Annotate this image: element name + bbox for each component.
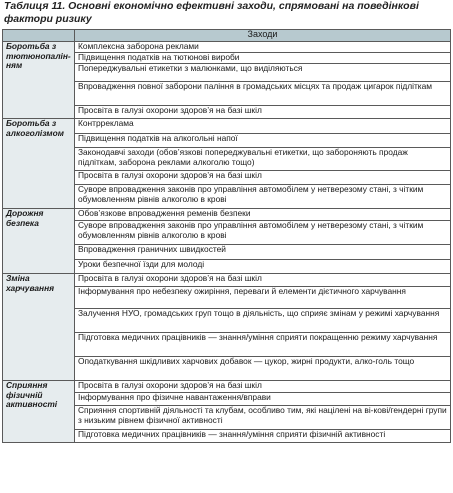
header-measures: Заходи xyxy=(75,30,451,42)
header-empty-cell xyxy=(3,30,75,42)
measure-cell: Оподаткування шкідливих харчових добавок — цукор, жирні продукти, алко-голь тощо xyxy=(75,357,451,381)
category-physical-activity: Сприяння фізичній активності xyxy=(3,381,75,443)
measure-cell: Просвіта в галузі охорони здоров’я на базі шкіл xyxy=(75,106,451,119)
measure-cell: Просвіта в галузі охорони здоров’я на базі шкіл xyxy=(75,274,451,287)
measure-cell: Сприяння спортивній діяльності та клубам, особливо тим, які націлені на ві-кові/гендерні групи з низьким рівнем фізичної активності xyxy=(75,406,451,430)
table-header-row xyxy=(3,30,451,42)
table-row xyxy=(3,119,451,134)
measure-cell: Законодавчі заходи (обов’язкові попереджувальні етикетки, що забороняють продаж підліткам, заборона реклами алкоголю тощо) xyxy=(75,148,451,171)
measure-cell: Інформування про фізичне навантаження/вправи xyxy=(75,393,451,406)
table-row xyxy=(3,274,451,287)
measure-cell: Підвищення податків на тютюнові вироби xyxy=(75,53,451,64)
measure-cell: Попереджувальні етикетки з малюнками, що виділяються xyxy=(75,64,451,82)
measure-cell: Комплексна заборона реклами xyxy=(75,42,451,53)
measure-cell: Впровадження граничних швидкостей xyxy=(75,245,451,260)
table-caption: Таблиця 11. Основні економічно ефективні заходи, спрямовані на поведінкові фактори ризику xyxy=(4,0,419,25)
category-nutrition: Зміна харчування xyxy=(3,274,75,381)
measure-cell: Суворе впровадження законів про управління автомобілем у нетверезому стані, з чітким обумовленням рівнів алкоголю в крові xyxy=(75,185,451,209)
measure-cell: Інформування про небезпеку ожиріння, переваги й елементи дієтичного харчування xyxy=(75,287,451,309)
measure-cell: Контрреклама xyxy=(75,119,451,134)
measure-cell: Підготовка медичних працівників — знання/уміння сприяти покращенню режиму харчування xyxy=(75,333,451,357)
measures-table xyxy=(2,29,451,443)
table-row xyxy=(3,381,451,393)
category-alcohol: Боротьба з алкоголізмом xyxy=(3,119,75,209)
category-road-safety: Дорожня безпека xyxy=(3,209,75,274)
measure-cell: Обов’язкове впровадження ременів безпеки xyxy=(75,209,451,221)
measure-cell: Суворе впровадження законів про управління автомобілем у нетверезому стані, з чітким обумовленням рівнів алкоголю в крові xyxy=(75,221,451,245)
measure-cell: Просвіта в галузі охорони здоров’я на базі шкіл xyxy=(75,381,451,393)
measure-cell: Впровадження повної заборони паління в громадських місцях та продаж цигарок підліткам xyxy=(75,82,451,106)
measure-cell: Підготовка медичних працівників — знання/уміння сприяти фізичній активності xyxy=(75,430,451,443)
measure-cell: Підвищення податків на алкогольні напої xyxy=(75,134,451,148)
table-row xyxy=(3,209,451,221)
measure-cell: Залучення НУО, громадських груп тощо в діяльність, що сприяє змінам у режимі харчування xyxy=(75,309,451,333)
category-tobacco: Боротьба з тютюнопалін-ням xyxy=(3,42,75,119)
table-row xyxy=(3,42,451,53)
measure-cell: Уроки безпечної їзди для молоді xyxy=(75,260,451,274)
measure-cell: Просвіта в галузі охорони здоров’я на базі шкіл xyxy=(75,171,451,185)
